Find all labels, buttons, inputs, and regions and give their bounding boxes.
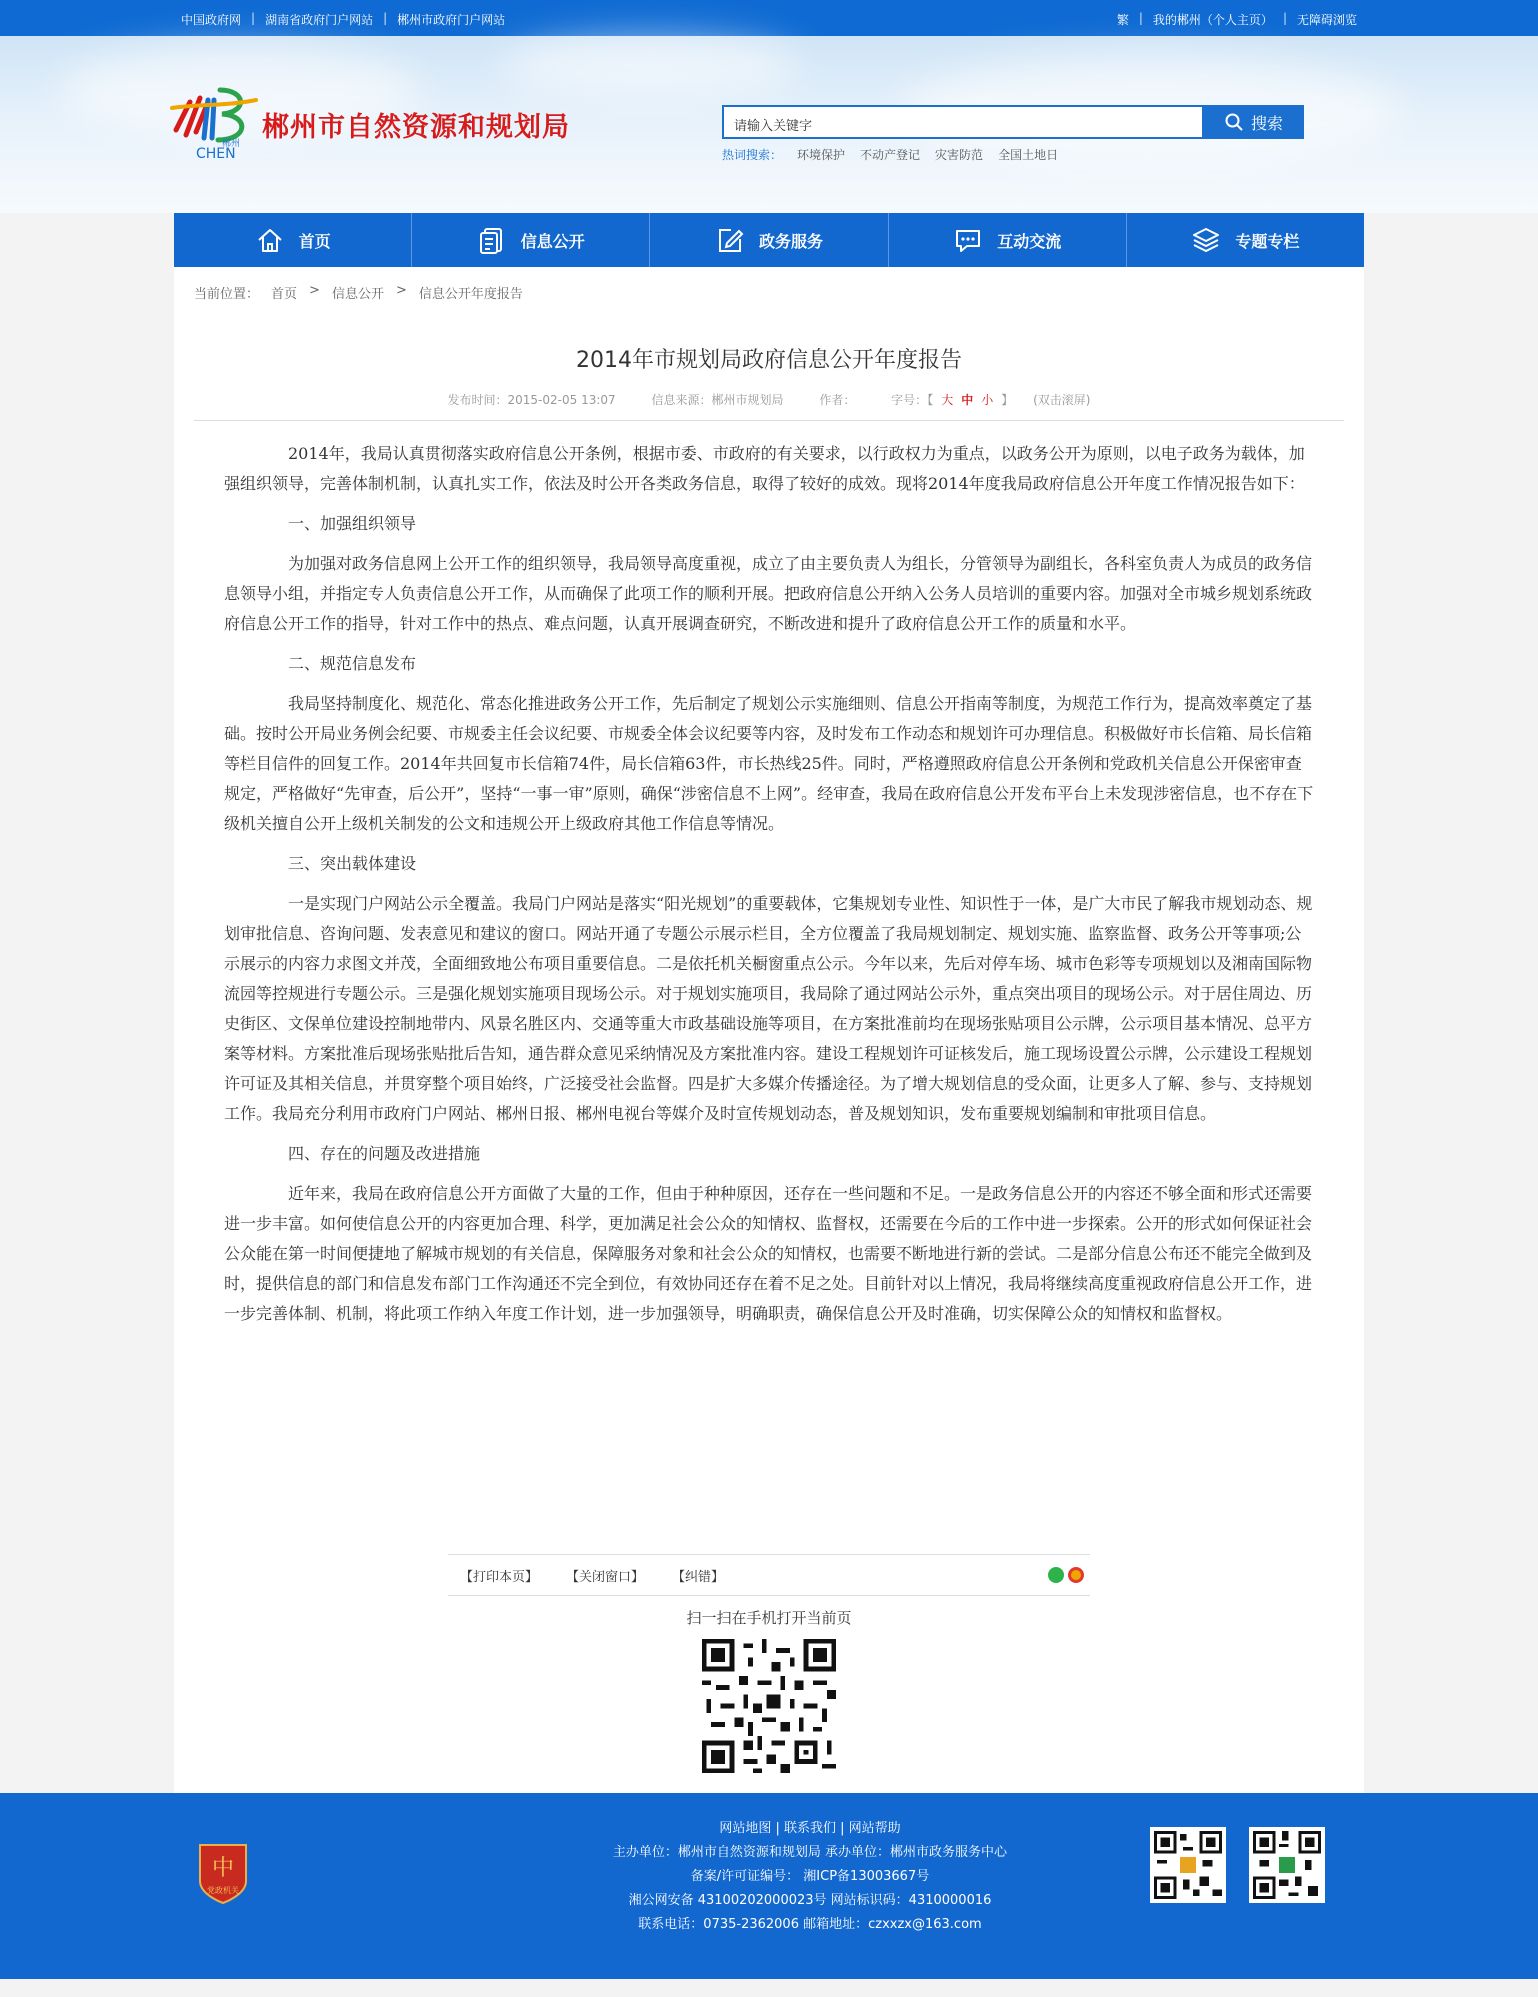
breadcrumb-info[interactable]: 信息公开 [331, 287, 384, 302]
share-buttons [1048, 1567, 1084, 1583]
nav-label: 信息公开 [520, 231, 585, 251]
font-size-label: 字号： [891, 393, 928, 407]
section-heading: 四、存在的问题及改进措施 [288, 1144, 481, 1163]
print-button[interactable]: 【打印本页】 [460, 1569, 539, 1585]
footer-police[interactable]: 湘公网安备 43100202000023号 网站标识码：4310000016 [628, 1893, 992, 1908]
breadcrumb [194, 283, 523, 302]
scroll-toggle[interactable]: (双击滚屏) [1033, 393, 1091, 407]
font-size-control [891, 393, 1013, 407]
hotwords [722, 146, 1058, 163]
article-body [224, 439, 1314, 1339]
site-logo[interactable] [168, 60, 260, 160]
search-icon [1225, 113, 1243, 131]
party-gov-emblem[interactable] [196, 1841, 250, 1905]
breadcrumb-home[interactable]: 首页 [271, 287, 298, 302]
article-paragraph: 一是实现门户网站公示全覆盖。我局门户网站是落实“阳光规划”的重要载体，它集规划专业性、知识性于一体，是广大市民了解我市规划动态、规划审批信息、咨询问题、发表意见和建议的窗口。网站开通了专题公示展示栏目，全方位覆盖了我局规划制定、规划实施、监察监督、政务公开等事项;公示展示的内容力求图文并茂，全面细致地公布项目重要信息。二是依托机关橱窗重点公示。今年以来，先后对停车场、城市色彩等专项规划以及湘南国际物流园等控规进行专题公示。三是强化规划实施项目现场公示。对于规划实施项目，我局除了通过网站公示外，重点突出项目的现场公示。对于居住周边、历史街区、文保单位建设控制地带内、风景名胜区内、交通等重大市政基础设施等项目，在方案批准前均在现场张贴项目公示牌，公示项目基本情况、总平方案等材料。方案批准后现场张贴批后告知，通告群众意见采纳情况及方案批准内容。建设工程规划许可证核发后，施工现场设置公示牌，公示建设工程规划许可证及其相关信息，并贯穿整个项目始终，广泛接受社会监督。四是扩大多媒介传播途径。为了增大规划信息的受众面，让更多人了解、参与、支持规划工作。我局充分利用市政府门户网站、郴州日报、郴州电视台等媒介及时宣传规划动态，普及规划知识，发布重要规划编制和审批项目信息。 [224, 894, 1313, 1123]
search-input[interactable]: 请输入关键字 [722, 105, 1204, 139]
search-bar [722, 105, 1304, 139]
footer-info [560, 1817, 1060, 1937]
site-title: 郴州市自然资源和规划局 [262, 112, 570, 143]
footer-host: 主办单位：郴州市自然资源和规划局 承办单位：郴州市政务服务中心 [612, 1845, 1008, 1860]
accessibility-link[interactable]: 无障碍浏览 [1296, 13, 1357, 27]
nav-item-special-topics[interactable] [1127, 213, 1364, 267]
article-tools [448, 1554, 1090, 1596]
article-paragraph: 近年来，我局在政府信息公开方面做了大量的工作，但由于种种原因，还存在一些问题和不足。一是政务信息公开的内容还不够全面和形式还需要进一步丰富。如何使信息公开的内容更加合理、科学，更加满足社会公众的知情权、监督权，还需要在今后的工作中进一步探索。公开的形式如何保证社会公众能在第一时间便捷地了解城市规划的有关信息，保障服务对象和社会公众的知情权，也需要不断地进行新的尝试。二是部分信息公布还不能完全做到及时，提供信息的部门和信息发布部门工作沟通还不完全到位，有效协同还存在着不足之处。目前针对以上情况，我局将继续高度重视政府信息公开工作，进一步完善体制、机制，将此项工作纳入年度工作计划，进一步加强领导，明确职责，确保信息公开及时准确，切实保障公众的知情权和监督权。 [224, 1184, 1313, 1323]
scan-text: 扫一扫在手机打开当前页 [686, 1609, 852, 1627]
nav-label: 专题专栏 [1235, 231, 1300, 251]
hotword[interactable]: 不动产登记 [860, 148, 921, 162]
section-heading: 二、规范信息发布 [288, 654, 417, 673]
nav-item-gov-service[interactable] [650, 213, 888, 267]
traditional-chinese-link[interactable]: 繁 [1116, 13, 1129, 27]
cloud-decoration [500, 36, 800, 96]
search-button[interactable] [1204, 105, 1304, 139]
chat-icon [953, 225, 983, 255]
nav-item-interaction[interactable] [889, 213, 1127, 267]
separator: | [1282, 11, 1287, 25]
logo-text: 郴州 [222, 139, 241, 149]
main-content [174, 267, 1364, 1793]
nav-label: 首页 [298, 231, 331, 251]
close-window-button[interactable]: 【关闭窗口】 [566, 1569, 645, 1585]
hotwords-label: 热词搜索： [722, 148, 783, 162]
breadcrumb-separator: > [395, 283, 407, 298]
top-links [181, 11, 505, 28]
footer [0, 1793, 1538, 1979]
nav-item-home[interactable] [174, 213, 412, 267]
document-icon [477, 225, 507, 255]
breadcrumb-current[interactable]: 信息公开年度报告 [418, 287, 523, 302]
article-meta [194, 391, 1344, 421]
article-source: 信息来源：郴州市规划局 [651, 393, 784, 407]
article-paragraph: 2014年，我局认真贯彻落实政府信息公开条例，根据市委、市政府的有关要求，以行政权力为重点，以政务公开为原则，以电子政务为载体，加强组织领导，完善体制机制，认真扎实工作，依法及时公开各类政务信息，取得了较好的成效。现将2014年度我局政府信息公开年度工作情况报告如下： [224, 444, 1305, 493]
article-paragraph: 为加强对政务信息网上公开工作的组织领导，我局领导高度重视，成立了由主要负责人为组长，分管领导为副组长，各科室负责人为成员的政务信息领导小组，并指定专人负责信息公开工作，从而确保了此项工作的顺利开展。把政府信息公开纳入公务人员培训的重要内容。加强对全市城乡规划系统政府信息公开工作的指导，针对工作中的热点、难点问题，认真开展调查研究，不断改进和提升了政府信息公开工作的质量和水平。 [224, 554, 1313, 633]
nav-label: 政务服务 [759, 231, 824, 251]
emblem-text: 党政机关 [207, 1886, 239, 1895]
font-medium-button[interactable]: 中 [961, 393, 974, 407]
hotword[interactable]: 全国土地日 [998, 148, 1059, 162]
breadcrumb-label: 当前位置： [194, 287, 260, 302]
font-large-button[interactable]: 大 [941, 393, 954, 407]
top-link-chenzhou[interactable]: 郴州市政府门户网站 [397, 13, 506, 27]
article-title: 2014年市规划局政府信息公开年度报告 [576, 348, 962, 373]
section-heading: 三、突出载体建设 [288, 854, 417, 873]
bracket: 】 [1001, 393, 1014, 407]
section-heading: 一、加强组织领导 [288, 514, 417, 533]
separator: | [251, 11, 256, 25]
font-small-button[interactable]: 小 [981, 393, 994, 407]
top-bar [0, 0, 1538, 36]
main-nav [174, 213, 1364, 267]
breadcrumb-separator: > [309, 283, 320, 298]
edit-icon [715, 225, 745, 255]
top-link-hunan[interactable]: 湖南省政府门户网站 [265, 13, 374, 27]
top-right-links [1117, 11, 1357, 28]
footer-contact: 联系电话：0735-2362006 邮箱地址：czxxzx@163.com [638, 1917, 982, 1932]
correction-button[interactable]: 【纠错】 [672, 1569, 725, 1585]
publish-time: 发布时间：2015-02-05 13:07 [447, 393, 616, 407]
my-chenzhou-link[interactable]: 我的郴州（个人主页） [1152, 13, 1273, 27]
hotword[interactable]: 灾害防范 [935, 148, 984, 162]
article-author: 作者： [819, 393, 856, 407]
home-icon [255, 225, 285, 255]
svg-text:中: 中 [211, 1856, 235, 1881]
separator: | [1138, 11, 1143, 25]
search-button-label: 搜索 [1250, 113, 1283, 133]
bracket: 【 [927, 393, 934, 407]
article-paragraph: 我局坚持制度化、规范化、常态化推进政务公开工作，先后制定了规划公示实施细则、信息公开指南等制度，为规范工作行为，提高效率奠定了基础。按时公开局业务例会纪要、市规委主任会议纪要、市规委全体会议纪要等内容，及时发布工作动态和规划许可办理信息。积极做好市长信箱、局长信箱等栏目信件的回复工作。2014年共回复市长信箱74件，局长信箱63件，市长热线25件。同时，严格遵照政府信息公开条例和党政机关信息公开保密审查规定，严格做好“先审查，后公开”，坚持“一事一审”原则，确保“涉密信息不上网”。经审查，我局在政府信息公开发布平台上未发现涉密信息，也不存在下级机关擅自公开上级机关制发的公文和违规公开上级政府其他工作信息等情况。 [224, 694, 1314, 833]
footer-links[interactable]: 网站地图 | 联系我们 | 网站帮助 [719, 1821, 901, 1836]
footer-qr-code [1150, 1827, 1226, 1903]
hotword[interactable]: 环境保护 [797, 148, 846, 162]
wechat-share-icon[interactable] [1048, 1567, 1064, 1583]
logo-sub: CHEN [196, 146, 236, 160]
separator: | [383, 11, 388, 25]
bottom-strip [0, 1979, 1538, 1997]
top-link-gov[interactable]: 中国政府网 [181, 13, 242, 27]
footer-qr-code [1249, 1827, 1325, 1903]
weibo-share-icon[interactable] [1068, 1567, 1084, 1583]
page-qr-code [702, 1639, 836, 1773]
layers-icon [1191, 225, 1221, 255]
nav-item-info-disclosure[interactable] [412, 213, 650, 267]
nav-label: 互动交流 [997, 231, 1062, 251]
footer-icp[interactable]: 备案/许可证编号： 湘ICP备13003667号 [690, 1869, 930, 1884]
